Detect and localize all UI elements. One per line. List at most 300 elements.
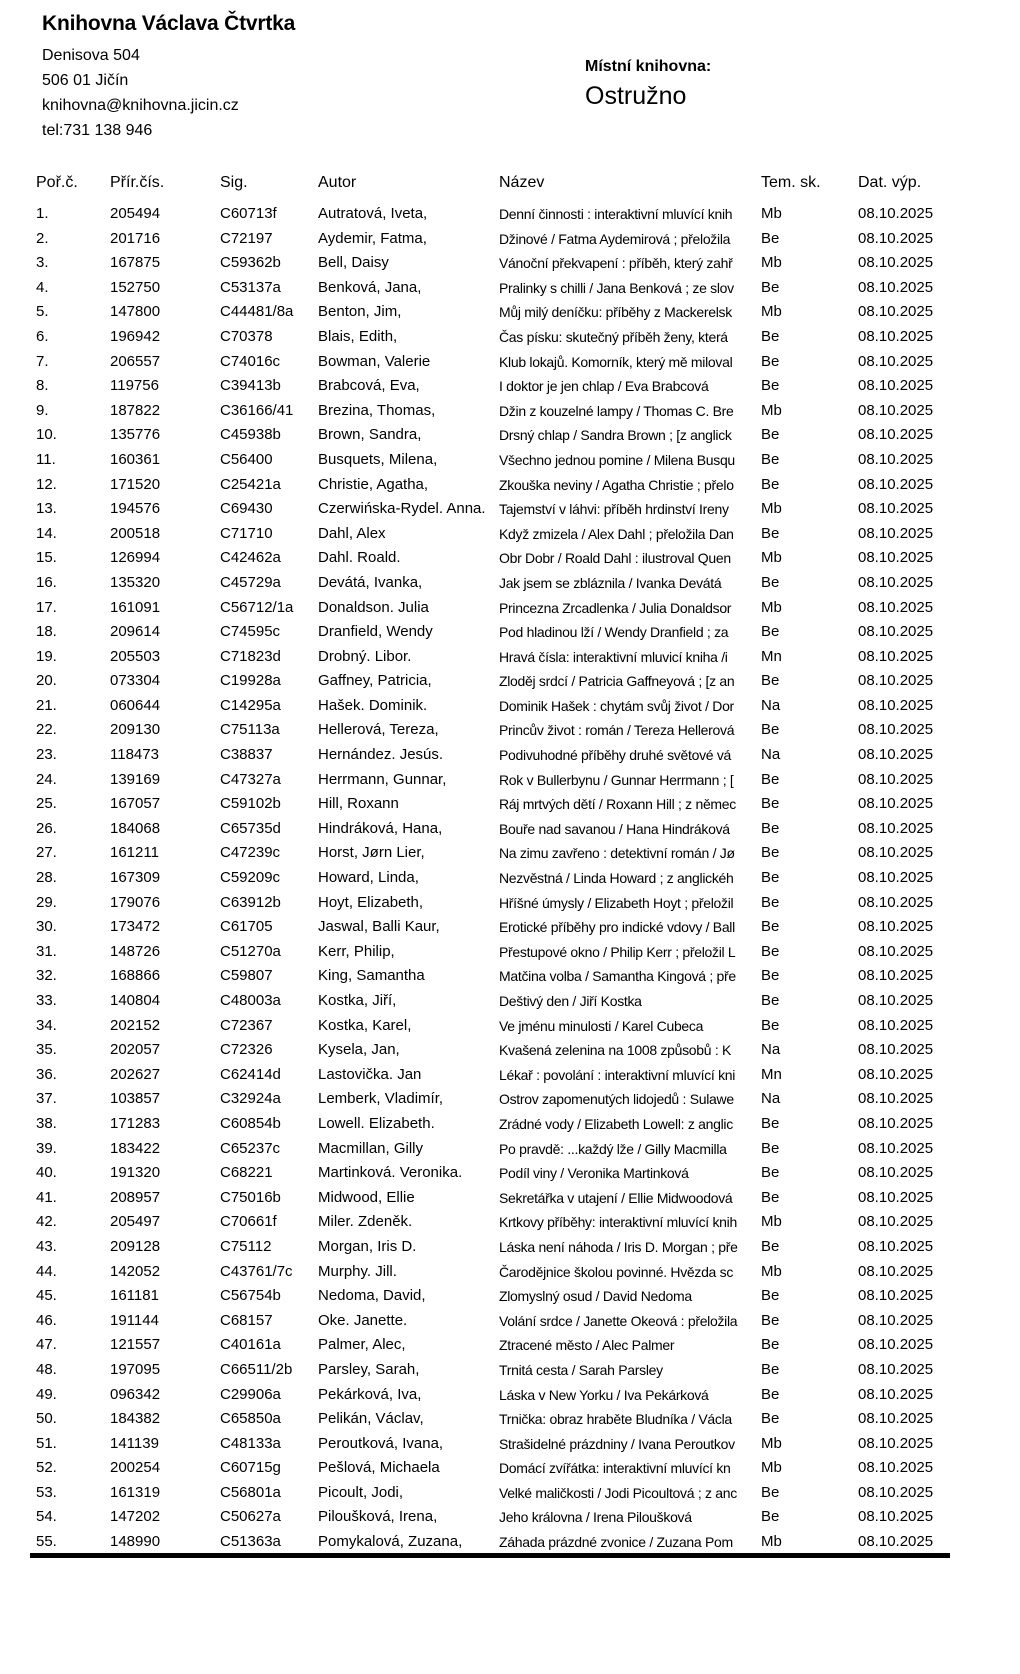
- cell-sig: C48003a: [220, 992, 281, 1009]
- cell-datvyp: 08.10.2025: [858, 1016, 934, 1034]
- cell-datvyp: 08.10.2025: [858, 1114, 934, 1132]
- column-header-porc: Poř.č.: [36, 174, 78, 191]
- cell-autor: Parsley, Sarah,: [318, 1360, 420, 1378]
- cell-porc: 19.: [36, 647, 57, 665]
- cell-porc: 28.: [36, 869, 57, 887]
- cell-autor: Aydemir, Fatma,: [318, 229, 427, 247]
- cell-datvyp: 08.10.2025: [858, 377, 934, 395]
- cell-prircis: 205497: [110, 1213, 161, 1231]
- cell-autor: Busquets, Milena,: [318, 450, 438, 468]
- cell-nazev: Klub lokajů. Komorník, který mě miloval: [499, 353, 733, 370]
- table-row: [36, 915, 946, 940]
- cell-autor: King, Samantha: [318, 967, 425, 985]
- cell-temsk: Be: [761, 672, 780, 690]
- cell-prircis: 209130: [110, 721, 161, 739]
- cell-sig: C51363a: [220, 1533, 281, 1551]
- table-row: [36, 1309, 946, 1334]
- cell-temsk: Na: [761, 1041, 781, 1059]
- cell-nazev: Zkouška neviny / Agatha Christie ; přelo: [499, 476, 734, 493]
- cell-temsk: Be: [761, 1360, 780, 1378]
- cell-datvyp: 08.10.2025: [858, 1410, 934, 1428]
- cell-autor: Donaldson. Julia: [318, 598, 429, 616]
- cell-datvyp: 08.10.2025: [858, 598, 934, 616]
- cell-sig: C71823d: [220, 647, 281, 665]
- library-address-street: Denisova 504: [42, 47, 140, 64]
- cell-porc: 32.: [36, 967, 57, 985]
- cell-sig: C59362b: [220, 254, 281, 272]
- cell-autor: Brown, Sandra,: [318, 426, 422, 444]
- cell-datvyp: 08.10.2025: [858, 254, 934, 272]
- cell-temsk: Be: [761, 278, 780, 296]
- cell-prircis: 141139: [110, 1434, 159, 1452]
- cell-sig: C68157: [220, 1311, 273, 1329]
- cell-temsk: Mb: [761, 205, 782, 222]
- cell-autor: Hernández. Jesús.: [318, 746, 444, 764]
- cell-autor: Howard, Linda,: [318, 869, 419, 887]
- cell-temsk: Be: [761, 1016, 780, 1034]
- table-row: [36, 1456, 946, 1481]
- cell-prircis: 209128: [110, 1237, 161, 1255]
- table-row: [36, 399, 946, 424]
- cell-nazev: Krtkovy příběhy: interaktivní mluvící knih: [499, 1214, 737, 1231]
- cell-temsk: Be: [761, 450, 780, 468]
- table-row: [36, 768, 946, 793]
- cell-prircis: 167309: [110, 869, 161, 887]
- cell-nazev: Trnička: obraz hraběte Bludníka / Václa: [499, 1411, 732, 1428]
- cell-datvyp: 08.10.2025: [858, 623, 934, 641]
- cell-autor: Hindráková, Hana,: [318, 819, 443, 837]
- cell-autor: Christie, Agatha,: [318, 475, 429, 493]
- cell-porc: 30.: [36, 918, 57, 936]
- cell-autor: Kostka, Karel,: [318, 1016, 412, 1034]
- table-row: [36, 866, 946, 891]
- table-row: [36, 497, 946, 522]
- cell-autor: Blais, Edith,: [318, 327, 398, 345]
- cell-porc: 25.: [36, 795, 57, 813]
- cell-prircis: 205503: [110, 647, 161, 665]
- cell-temsk: Be: [761, 1139, 780, 1157]
- cell-nazev: Rok v Bullerbynu / Gunnar Herrmann ; [: [499, 771, 734, 788]
- cell-prircis: 148990: [110, 1533, 161, 1551]
- table-row: [36, 1186, 946, 1211]
- cell-prircis: 196942: [110, 327, 161, 345]
- cell-autor: Kostka, Jiří,: [318, 992, 397, 1009]
- cell-nazev: Ztracené město / Alec Palmer: [499, 1337, 675, 1354]
- cell-datvyp: 08.10.2025: [858, 303, 934, 321]
- column-header-temsk: Tem. sk.: [761, 174, 821, 191]
- table-row: [36, 448, 946, 473]
- cell-datvyp: 08.10.2025: [858, 1483, 934, 1501]
- cell-prircis: 202627: [110, 1065, 161, 1083]
- cell-prircis: 140804: [110, 992, 161, 1009]
- table-row: [36, 1383, 946, 1408]
- cell-temsk: Be: [761, 1237, 780, 1255]
- cell-porc: 42.: [36, 1213, 57, 1231]
- cell-datvyp: 08.10.2025: [858, 1237, 934, 1255]
- cell-temsk: Na: [761, 746, 781, 764]
- cell-prircis: 148726: [110, 942, 161, 960]
- cell-prircis: 167057: [110, 795, 161, 813]
- cell-prircis: 121557: [110, 1336, 161, 1354]
- cell-nazev: Můj milý deníčku: příběhy z Mackerelsk: [499, 304, 732, 321]
- cell-porc: 22.: [36, 721, 57, 739]
- cell-temsk: Mb: [761, 401, 782, 419]
- cell-porc: 17.: [36, 598, 57, 616]
- cell-nazev: Přestupové okno / Philip Kerr ; přeložil L: [499, 943, 736, 960]
- cell-porc: 16.: [36, 573, 57, 591]
- cell-sig: C56754b: [220, 1287, 281, 1305]
- cell-temsk: Be: [761, 967, 780, 985]
- cell-nazev: Domácí zvířátka: interaktivní mluvící kn: [499, 1460, 731, 1477]
- cell-autor: Pelikán, Václav,: [318, 1410, 424, 1428]
- cell-datvyp: 08.10.2025: [858, 229, 934, 247]
- column-header-datvyp: Dat. výp.: [858, 174, 922, 191]
- cell-temsk: Be: [761, 770, 780, 788]
- cell-nazev: Když zmizela / Alex Dahl ; přeložila Dan: [499, 525, 734, 542]
- cell-autor: Brabcová, Eva,: [318, 377, 420, 395]
- cell-porc: 34.: [36, 1016, 57, 1034]
- table-row: [36, 1358, 946, 1383]
- cell-temsk: Be: [761, 1311, 780, 1329]
- cell-datvyp: 08.10.2025: [858, 549, 934, 567]
- cell-temsk: Mb: [761, 598, 782, 616]
- cell-temsk: Be: [761, 377, 780, 395]
- cell-autor: Czerwińska-Rydel. Anna.: [318, 500, 486, 518]
- cell-nazev: Ráj mrtvých dětí / Roxann Hill ; z němec: [499, 796, 736, 813]
- table-row: [36, 251, 946, 276]
- table-row: [36, 1063, 946, 1088]
- cell-temsk: Be: [761, 1287, 780, 1305]
- cell-nazev: Džin z kouzelné lampy / Thomas C. Bre: [499, 402, 734, 419]
- cell-temsk: Be: [761, 327, 780, 345]
- cell-sig: C63912b: [220, 893, 281, 911]
- cell-sig: C19928a: [220, 672, 281, 690]
- cell-datvyp: 08.10.2025: [858, 992, 934, 1009]
- column-header-sig: Sig.: [220, 174, 248, 191]
- cell-porc: 37.: [36, 1090, 57, 1108]
- cell-porc: 48.: [36, 1360, 57, 1378]
- cell-porc: 55.: [36, 1533, 57, 1551]
- cell-prircis: 209614: [110, 623, 161, 641]
- table-row: [36, 694, 946, 719]
- cell-datvyp: 08.10.2025: [858, 696, 934, 714]
- cell-datvyp: 08.10.2025: [858, 1434, 934, 1452]
- cell-sig: C70378: [220, 327, 273, 345]
- cell-sig: C56712/1a: [220, 598, 294, 616]
- cell-autor: Dahl. Roald.: [318, 549, 401, 567]
- cell-prircis: 187822: [110, 401, 161, 419]
- cell-prircis: 073304: [110, 672, 161, 690]
- cell-prircis: 197095: [110, 1360, 161, 1378]
- cell-datvyp: 08.10.2025: [858, 500, 934, 518]
- cell-datvyp: 08.10.2025: [858, 721, 934, 739]
- cell-prircis: 171283: [110, 1114, 161, 1132]
- cell-datvyp: 08.10.2025: [858, 278, 934, 296]
- cell-sig: C48133a: [220, 1434, 281, 1452]
- cell-temsk: Mb: [761, 1262, 782, 1280]
- cell-porc: 49.: [36, 1385, 57, 1403]
- cell-autor: Jaswal, Balli Kaur,: [318, 918, 440, 936]
- cell-temsk: Be: [761, 573, 780, 591]
- cell-datvyp: 08.10.2025: [858, 401, 934, 419]
- cell-porc: 10.: [36, 426, 57, 444]
- cell-autor: Autratová, Iveta,: [318, 205, 428, 222]
- cell-temsk: Be: [761, 721, 780, 739]
- cell-porc: 6.: [36, 327, 49, 345]
- cell-datvyp: 08.10.2025: [858, 1065, 934, 1083]
- cell-sig: C62414d: [220, 1065, 281, 1083]
- cell-datvyp: 08.10.2025: [858, 746, 934, 764]
- cell-sig: C53137a: [220, 278, 281, 296]
- cell-temsk: Be: [761, 1164, 780, 1182]
- table-row: [36, 989, 946, 1014]
- cell-porc: 18.: [36, 623, 57, 641]
- table-row: [36, 1481, 946, 1506]
- cell-prircis: 119756: [110, 377, 159, 395]
- cell-sig: C50627a: [220, 1508, 281, 1526]
- cell-prircis: 096342: [110, 1385, 161, 1403]
- cell-porc: 27.: [36, 844, 57, 862]
- cell-autor: Benková, Jana,: [318, 278, 422, 296]
- cell-sig: C47327a: [220, 770, 281, 788]
- cell-datvyp: 08.10.2025: [858, 1164, 934, 1182]
- cell-datvyp: 08.10.2025: [858, 1508, 934, 1526]
- cell-porc: 44.: [36, 1262, 57, 1280]
- cell-autor: Lowell. Elizabeth.: [318, 1114, 435, 1132]
- cell-datvyp: 08.10.2025: [858, 205, 934, 222]
- cell-sig: C68221: [220, 1164, 273, 1182]
- cell-autor: Macmillan, Gilly: [318, 1139, 424, 1157]
- cell-prircis: 118473: [110, 746, 159, 764]
- cell-datvyp: 08.10.2025: [858, 1139, 934, 1157]
- table-row: [36, 571, 946, 596]
- cell-porc: 5.: [36, 303, 49, 321]
- cell-nazev: Láska není náhoda / Iris D. Morgan ; pře: [499, 1238, 738, 1255]
- cell-prircis: 200254: [110, 1459, 161, 1477]
- cell-datvyp: 08.10.2025: [858, 1213, 934, 1231]
- cell-nazev: Po pravdě: ...každý lže / Gilly Macmilla: [499, 1140, 727, 1157]
- cell-datvyp: 08.10.2025: [858, 1533, 934, 1551]
- cell-nazev: Matčina volba / Samantha Kingová ; pře: [499, 968, 736, 985]
- table-row: [36, 669, 946, 694]
- cell-porc: 41.: [36, 1188, 57, 1206]
- cell-autor: Morgan, Iris D.: [318, 1237, 417, 1255]
- cell-nazev: Nezvěstná / Linda Howard ; z anglickéh: [499, 870, 734, 887]
- cell-autor: Pomykalová, Zuzana,: [318, 1533, 463, 1551]
- cell-porc: 53.: [36, 1483, 57, 1501]
- cell-prircis: 184068: [110, 819, 161, 837]
- table-row: [36, 276, 946, 301]
- table-row: [36, 1087, 946, 1112]
- cell-temsk: Be: [761, 918, 780, 936]
- cell-sig: C65735d: [220, 819, 281, 837]
- cell-sig: C75112: [220, 1237, 272, 1255]
- cell-temsk: Be: [761, 1188, 780, 1206]
- cell-prircis: 142052: [110, 1262, 161, 1280]
- column-header-prircis: Přír.čís.: [110, 174, 165, 191]
- cell-datvyp: 08.10.2025: [858, 819, 934, 837]
- cell-sig: C39413b: [220, 377, 281, 395]
- cell-sig: C71710: [220, 524, 273, 542]
- table-row: [36, 620, 946, 645]
- cell-nazev: Strašidelné prázdniny / Ivana Peroutkov: [499, 1435, 735, 1452]
- cell-porc: 23.: [36, 746, 57, 764]
- cell-porc: 29.: [36, 893, 57, 911]
- table-row: [36, 964, 946, 989]
- library-name: Knihovna Václava Čtvrtka: [42, 12, 296, 35]
- cell-temsk: Be: [761, 942, 780, 960]
- cell-porc: 14.: [36, 524, 57, 542]
- cell-nazev: I doktor je jen chlap / Eva Brabcová: [499, 378, 709, 395]
- cell-autor: Brezina, Thomas,: [318, 401, 436, 419]
- cell-porc: 35.: [36, 1041, 57, 1059]
- cell-nazev: Podivuhodné příběhy druhé světové vá: [499, 747, 732, 764]
- cell-datvyp: 08.10.2025: [858, 1385, 934, 1403]
- cell-autor: Lemberk, Vladimír,: [318, 1090, 444, 1108]
- cell-prircis: 147202: [110, 1508, 161, 1526]
- cell-sig: C56400: [220, 450, 273, 468]
- cell-temsk: Na: [761, 1090, 781, 1108]
- cell-nazev: Pralinky s chilli / Jana Benková ; ze slov: [499, 279, 734, 296]
- cell-autor: Palmer, Alec,: [318, 1336, 406, 1354]
- cell-datvyp: 08.10.2025: [858, 1287, 934, 1305]
- cell-temsk: Be: [761, 623, 780, 641]
- cell-prircis: 208957: [110, 1188, 161, 1206]
- cell-datvyp: 08.10.2025: [858, 647, 934, 665]
- cell-datvyp: 08.10.2025: [858, 524, 934, 542]
- table-row: [36, 1333, 946, 1358]
- cell-temsk: Be: [761, 1483, 780, 1501]
- cell-porc: 52.: [36, 1459, 57, 1477]
- cell-sig: C61705: [220, 918, 273, 936]
- cell-autor: Dahl, Alex: [318, 524, 386, 542]
- cell-sig: C56801a: [220, 1483, 281, 1501]
- cell-nazev: Záhada prázdné zvonice / Zuzana Pom: [499, 1534, 733, 1551]
- cell-datvyp: 08.10.2025: [858, 967, 934, 985]
- cell-prircis: 168866: [110, 967, 161, 985]
- cell-porc: 43.: [36, 1237, 57, 1255]
- cell-datvyp: 08.10.2025: [858, 1336, 934, 1354]
- cell-temsk: Be: [761, 819, 780, 837]
- cell-autor: Oke. Janette.: [318, 1311, 408, 1329]
- table-row: [36, 546, 946, 571]
- table-row: [36, 596, 946, 621]
- table-row: [36, 1284, 946, 1309]
- loans-table: [36, 174, 946, 1555]
- cell-temsk: Be: [761, 893, 780, 911]
- cell-prircis: 161319: [110, 1483, 161, 1501]
- library-address-city: 506 01 Jičín: [42, 72, 129, 89]
- cell-autor: Pešlová, Michaela: [318, 1459, 440, 1477]
- table-row: [36, 940, 946, 965]
- cell-porc: 54.: [36, 1508, 57, 1526]
- cell-autor: Horst, Jørn Lier,: [318, 844, 425, 862]
- cell-temsk: Mb: [761, 1434, 782, 1452]
- cell-prircis: 179076: [110, 893, 161, 911]
- table-body: [36, 202, 946, 1555]
- cell-porc: 40.: [36, 1164, 57, 1182]
- cell-sig: C69430: [220, 500, 273, 518]
- cell-prircis: 201716: [110, 229, 161, 247]
- cell-nazev: Hravá čísla: interaktivní mluvicí kniha /i: [499, 648, 728, 665]
- cell-porc: 8.: [36, 377, 49, 395]
- cell-nazev: Zrádné vody / Elizabeth Lowell: z anglic: [499, 1115, 733, 1132]
- cell-sig: C72197: [220, 229, 273, 247]
- cell-nazev: Ve jménu minulosti / Karel Cubeca: [499, 1017, 704, 1034]
- cell-nazev: Dominik Hašek : chytám svůj život / Dor: [499, 697, 734, 714]
- cell-sig: C59807: [220, 967, 273, 985]
- table-row: [36, 1432, 946, 1457]
- cell-temsk: Be: [761, 1336, 780, 1354]
- cell-nazev: Láska v New Yorku / Iva Pekárková: [499, 1386, 709, 1403]
- cell-autor: Midwood, Ellie: [318, 1188, 415, 1206]
- table-row: [36, 1260, 946, 1285]
- cell-prircis: 191320: [110, 1164, 161, 1182]
- table-row: [36, 300, 946, 325]
- cell-temsk: Be: [761, 524, 780, 542]
- cell-porc: 47.: [36, 1336, 57, 1354]
- cell-sig: C32924a: [220, 1090, 281, 1108]
- cell-sig: C60713f: [220, 205, 277, 222]
- cell-sig: C40161a: [220, 1336, 281, 1354]
- cell-datvyp: 08.10.2025: [858, 352, 934, 370]
- cell-autor: Kerr, Philip,: [318, 942, 395, 960]
- cell-prircis: 202152: [110, 1016, 161, 1034]
- cell-autor: Drobný. Libor.: [318, 647, 412, 665]
- cell-temsk: Be: [761, 992, 780, 1009]
- cell-sig: C47239c: [220, 844, 281, 862]
- cell-sig: C74595c: [220, 623, 281, 641]
- table-row: [36, 1235, 946, 1260]
- cell-prircis: 206557: [110, 352, 161, 370]
- cell-porc: 9.: [36, 401, 49, 419]
- table-row: [36, 817, 946, 842]
- cell-temsk: Be: [761, 1410, 780, 1428]
- column-header-nazev: Název: [499, 174, 545, 191]
- cell-autor: Pekárková, Iva,: [318, 1385, 422, 1403]
- cell-porc: 33.: [36, 992, 57, 1009]
- cell-autor: Hoyt, Elizabeth,: [318, 893, 424, 911]
- cell-prircis: 126994: [110, 549, 161, 567]
- cell-sig: C36166/41: [220, 401, 294, 419]
- cell-datvyp: 08.10.2025: [858, 1188, 934, 1206]
- cell-temsk: Mn: [761, 1065, 782, 1083]
- cell-temsk: Mb: [761, 1213, 782, 1231]
- cell-prircis: 103857: [110, 1090, 161, 1108]
- cell-sig: C59102b: [220, 795, 281, 813]
- cell-nazev: Zlomyslný osud / David Nedoma: [499, 1288, 692, 1305]
- cell-datvyp: 08.10.2025: [858, 844, 934, 862]
- branch-name: Ostružno: [585, 82, 687, 110]
- table-row: [36, 1014, 946, 1039]
- cell-porc: 1.: [36, 205, 49, 222]
- cell-sig: C43761/7c: [220, 1262, 293, 1280]
- cell-porc: 4.: [36, 278, 49, 296]
- cell-prircis: 161181: [110, 1287, 159, 1305]
- cell-porc: 38.: [36, 1114, 57, 1132]
- table-row: [36, 743, 946, 768]
- cell-datvyp: 08.10.2025: [858, 573, 934, 591]
- cell-nazev: Čas písku: skutečný příběh ženy, která: [499, 328, 728, 345]
- table-row: [36, 522, 946, 547]
- cell-prircis: 167875: [110, 254, 161, 272]
- cell-datvyp: 08.10.2025: [858, 1262, 934, 1280]
- cell-autor: Nedoma, David,: [318, 1287, 426, 1305]
- cell-nazev: Deštivý den / Jiří Kostka: [499, 993, 642, 1009]
- cell-sig: C74016c: [220, 352, 281, 370]
- cell-nazev: Bouře nad savanou / Hana Hindráková: [499, 820, 730, 837]
- cell-nazev: Džinové / Fatma Aydemirová ; přeložila: [499, 230, 731, 247]
